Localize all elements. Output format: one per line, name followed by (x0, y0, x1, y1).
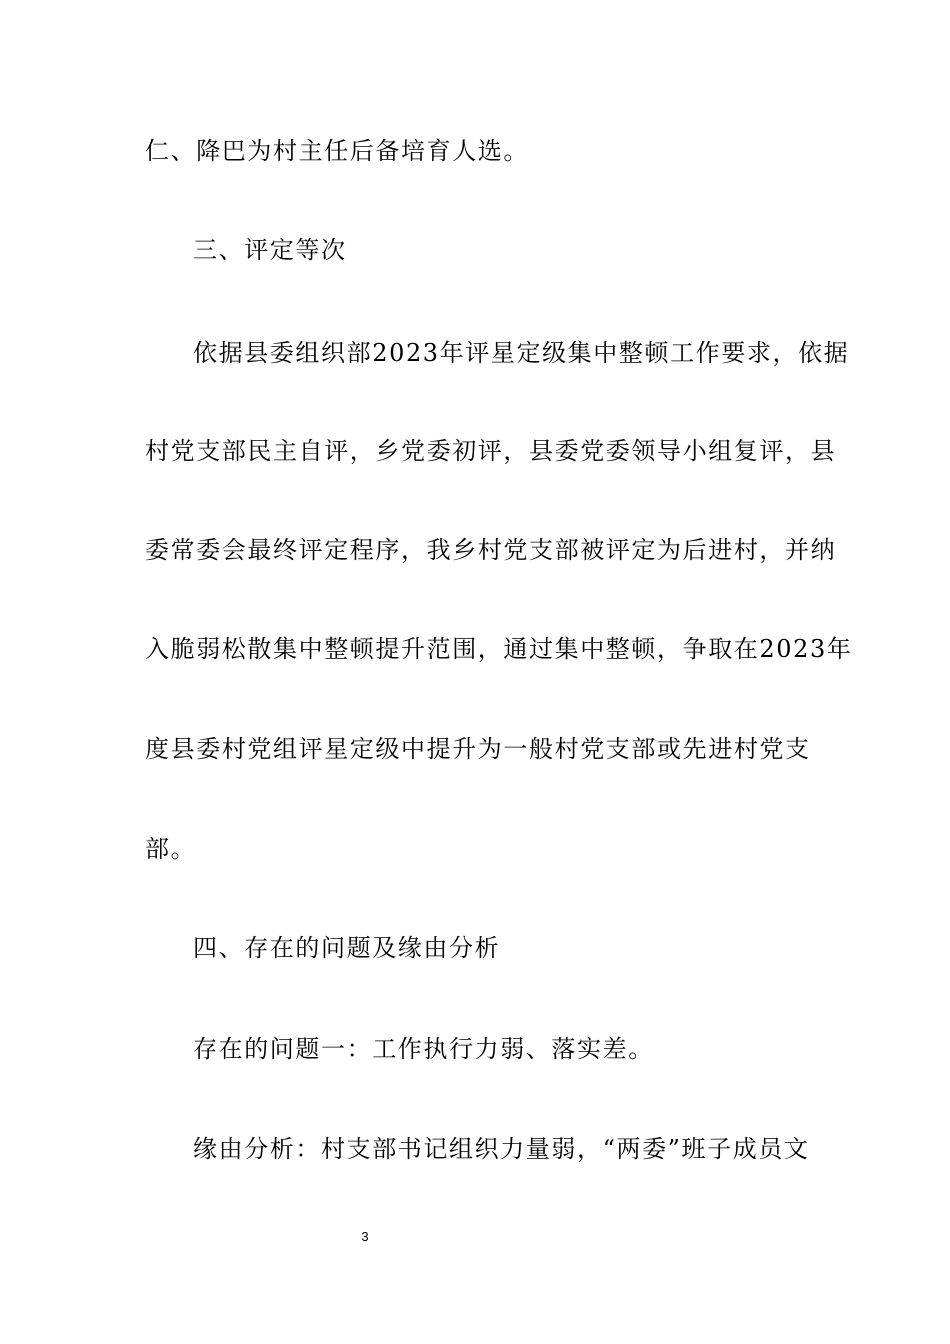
paragraph-first-line: 依据县委组织部2023年评星定级集中整顿工作要求，依据 (193, 339, 850, 367)
body-text-line: 村党支部民主自评，乡党委初评，县委党委领导小组复评，县 (145, 437, 837, 465)
body-text-line: 委常委会最终评定程序，我乡村党支部被评定为后进村，并纳 (145, 536, 837, 564)
problem-statement: 存在的问题一：工作执行力弱、落实差。 (193, 1035, 654, 1063)
analysis-first-line: 缘由分析：村支部书记组织力量弱，“两委”班子成员文 (193, 1135, 810, 1163)
section-heading: 三、评定等次 (193, 236, 347, 264)
section-heading: 四、存在的问题及缘由分析 (193, 934, 501, 962)
body-text-line: 仁、降巴为村主任后备培育人选。 (145, 137, 529, 165)
body-text-line: 度县委村党组评星定级中提升为一般村党支部或先进村党支 (145, 735, 811, 763)
page-number: 3 (361, 1229, 369, 1244)
body-text-line: 部。 (145, 835, 197, 863)
body-text-line: 入脆弱松散集中整顿提升范围，通过集中整顿，争取在2023年 (145, 635, 853, 663)
